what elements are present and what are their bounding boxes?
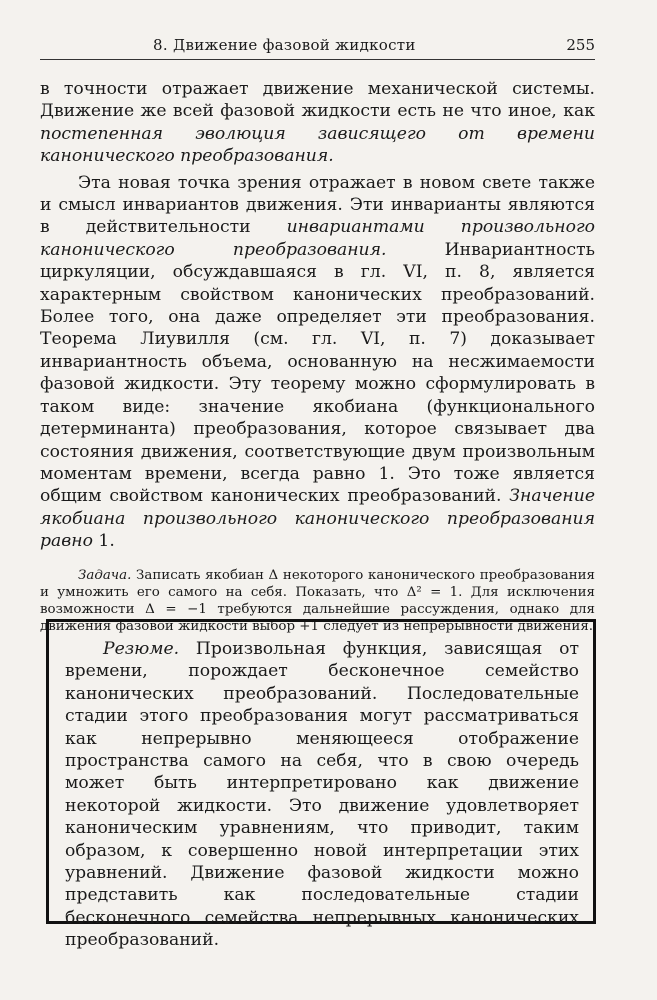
paragraph-1: в точности отражает движение механической системы. Движение же всей фазовой жидкости есть не что иное, как постепенная эволюция зависящего от времени канонического преобразования. bbox=[40, 79, 595, 167]
summary-box bbox=[46, 619, 596, 951]
italic-phrase: Значение якобиана произвольного канонического преобразования равно bbox=[40, 486, 595, 552]
paragraph-2: Эта новая точка зрения отражает в новом свете также и смысл инвариантов движения. Эти инварианты являются в действительности инвариантами произвольного канонического преобразования. Инвариантность циркуляции, обсуждавшаяся в гл. VI, п. 8, является характерным свойством канонических преобразований. Более того, она даже определяет эти преобразования. Теорема Лиувилля (см. гл. VI, п. 7) доказывает инвариантность объема, основанную на несжимаемости фазовой жидкости. Эту теорему можно сформулировать в таком виде: значение якобиана (функционального детерминанта) преобразования, которое связывает два состояния движения, соответствующие двум произвольным моментам времени, всегда равно 1. Это тоже является общим свойством канонических преобразований. Значение якобиана произвольного канонического преобразования равно 1. bbox=[40, 172, 595, 552]
task-paragraph: Задача. Записать якобиан Δ некоторого канонического преобразования и умножить его самого на себя. Показать, что Δ² = 1. Для исключения возможности Δ = −1 требуются дальнейшие рассуждения, однако для движения фазовой жидкости выбор +1 следует из непрерывности движения. bbox=[40, 567, 595, 634]
book-page bbox=[40, 36, 595, 648]
summary-label: Резюме. bbox=[103, 639, 180, 659]
summary-paragraph: Резюме. Произвольная функция, зависящая от времени, порождает бесконечное семейство канонических преобразований. Последовательные стадии этого преобразования могут рассматриваться как непрерывно меняющееся отображение пространства самого на себя, что в свою очередь может быть интерпретировано как движение некоторой жидкости. Это движение удовлетворяет каноническим уравнениям, что приводит, таким образом, к совершенно новой интерпретации этих уравнений. Движение фазовой жидкости можно представить как последовательные стадии бесконечного семейства непрерывных канонических преобразований. bbox=[65, 639, 579, 951]
italic-phrase: постепенная эволюция зависящего от времени канонического преобразования. bbox=[40, 123, 595, 167]
main-text bbox=[40, 78, 595, 553]
task-label: Задача. bbox=[78, 567, 132, 583]
italic-phrase: инвариантами произвольного канонического преобразования. bbox=[40, 217, 595, 260]
running-title: 8. Движение фазовой жидкости bbox=[153, 36, 416, 54]
running-header bbox=[40, 36, 595, 60]
page-number: 255 bbox=[566, 36, 595, 54]
